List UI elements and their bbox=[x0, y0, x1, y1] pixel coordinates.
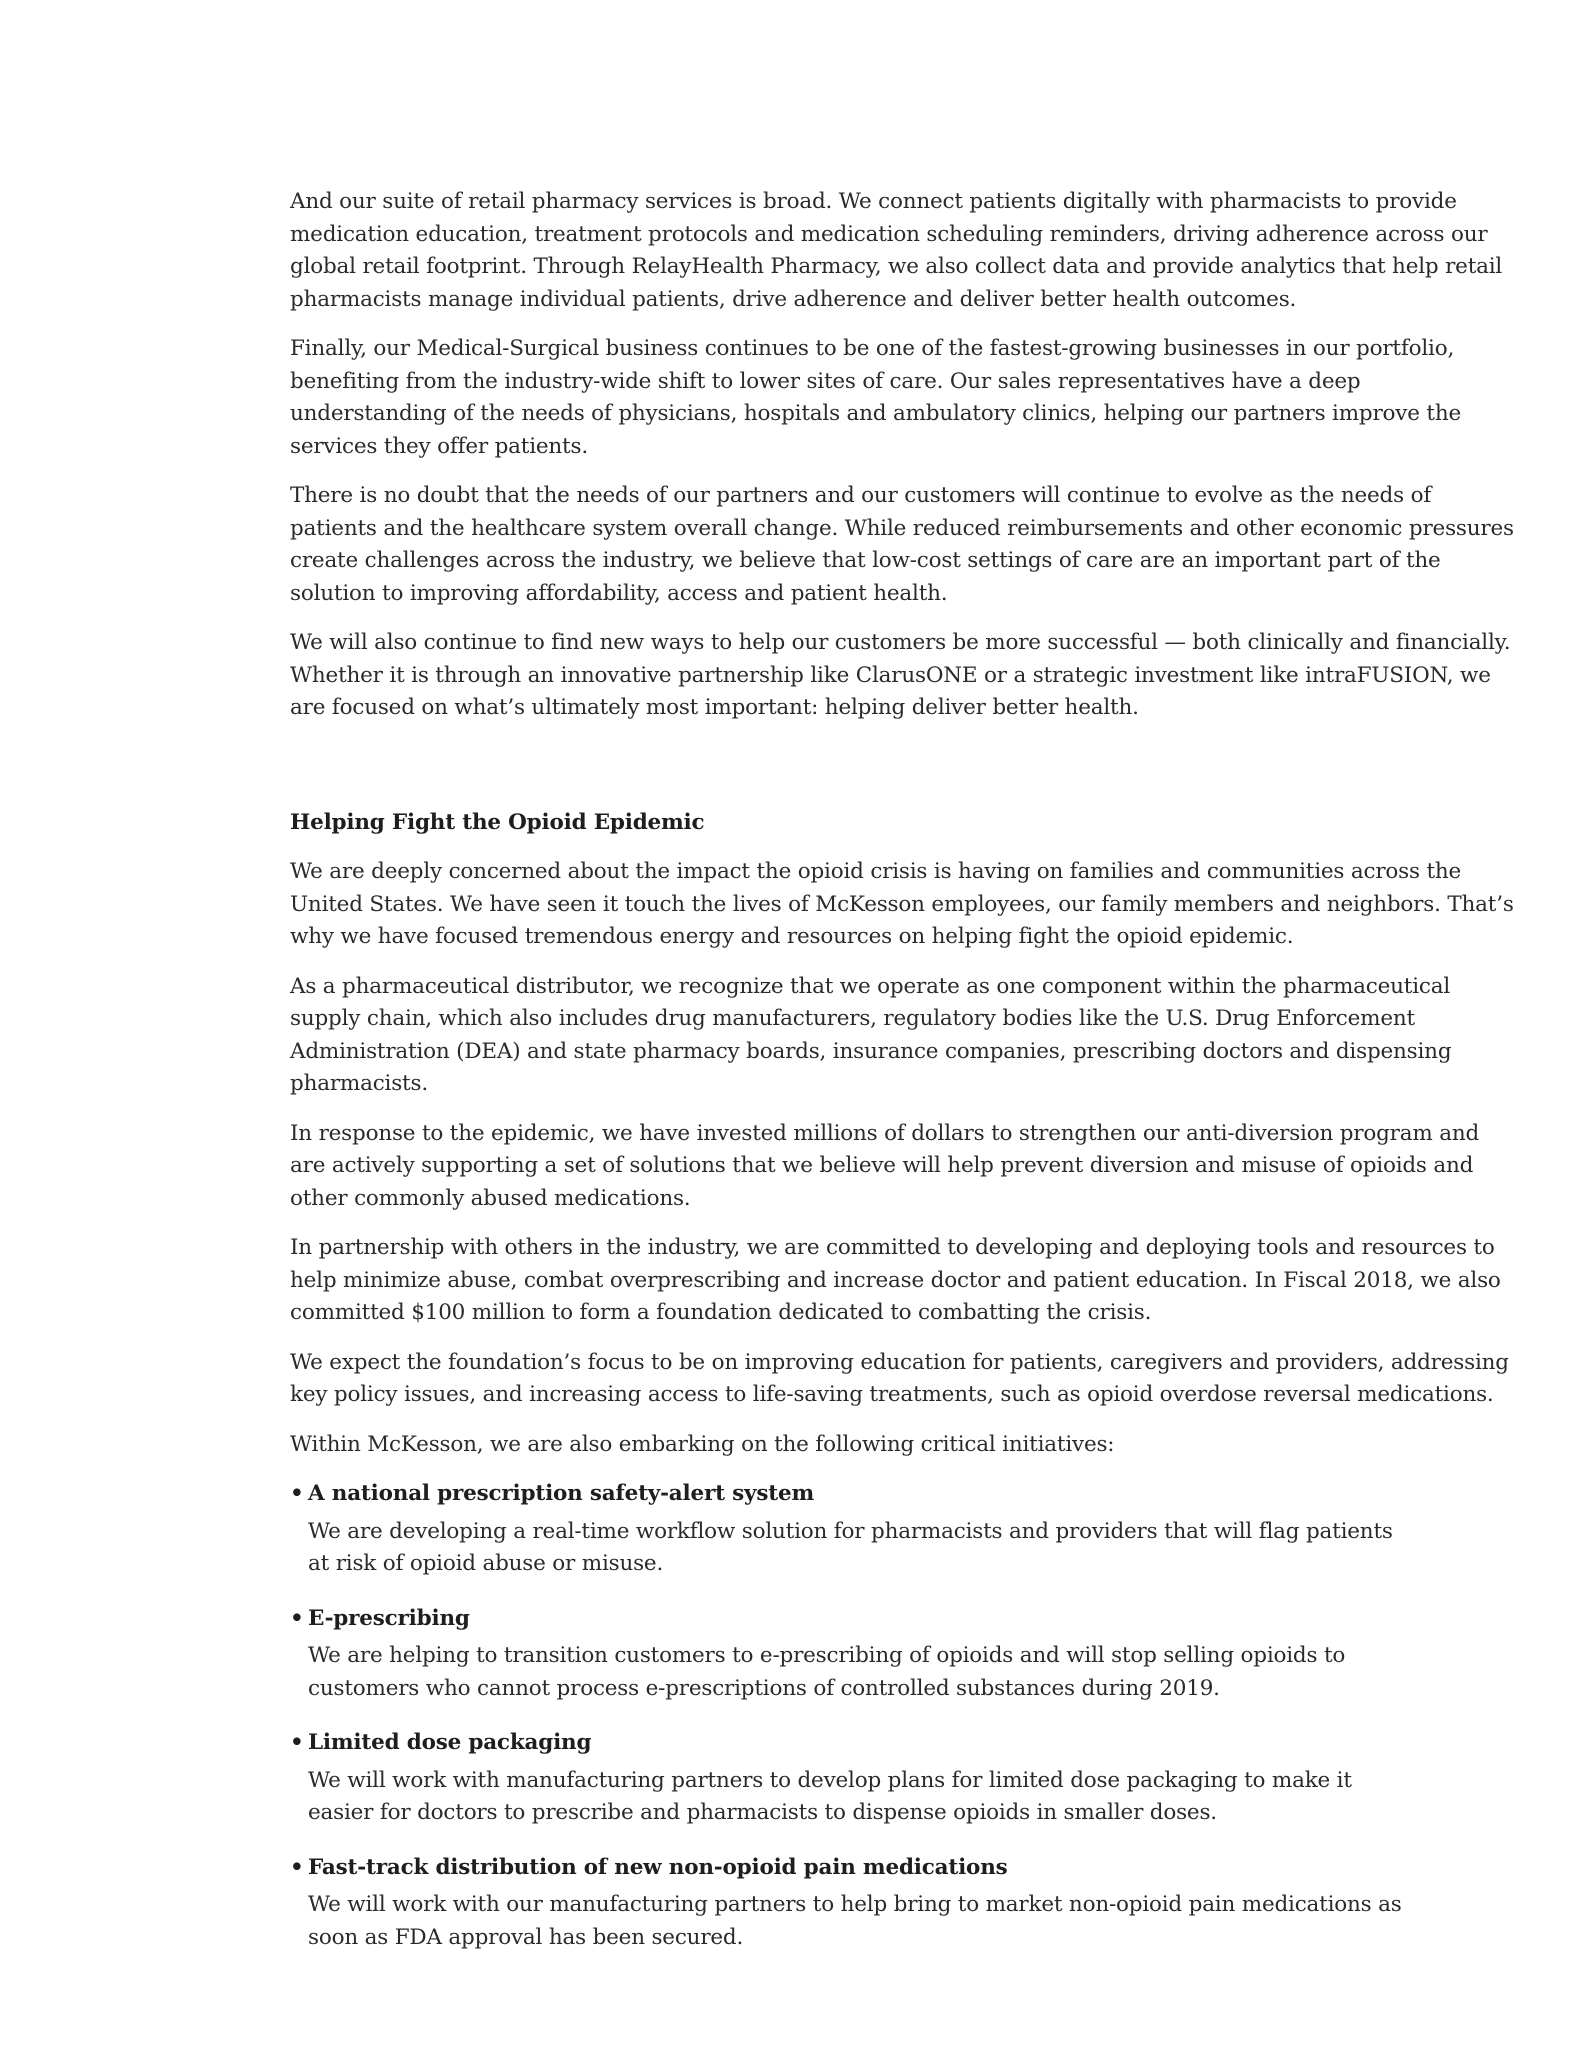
initiative-title bbox=[290, 1603, 1520, 1636]
opioid-paragraph-partnership: In partnership with others in the industry, we are committed to developing and deploying tools and resources to help minimize abuse, combat overprescribing and increase doctor and patient education. In Fiscal 2018, we also committed $100 million to form a foundation dedicated to combatting the crisis. bbox=[290, 1235, 1501, 1325]
initiative-description: We are helping to transition customers to e-prescribing of opioids and will stop selling opioids to customers who cannot process e-prescriptions of controlled substances during 2019. bbox=[308, 1643, 1346, 1701]
bullet-icon: • bbox=[290, 1730, 304, 1755]
opioid-paragraph-initiatives-intro: Within McKesson, we are also embarking on the following critical initiatives: bbox=[290, 1431, 1115, 1457]
intro-paragraph-customer-success: We will also continue to find new ways to help our customers be more successful — both clinically and financially. Whether it is through an innovative partnership like ClarusONE or a strategic investment like intraFUSION, we are focused on what’s ultimately most important: helping deliver better health. bbox=[290, 630, 1511, 720]
intro-paragraph-evolving-needs: There is no doubt that the needs of our partners and our customers will continue to evolve as the needs of patients and the healthcare system overall change. While reduced reimbursements and other economic pressures create challenges across the industry, we believe that low-cost settings of care are an important part of the solution to improving affordability, access and patient health. bbox=[290, 483, 1514, 606]
initiative-title-text: Fast-track distribution of new non-opioid pain medications bbox=[308, 1854, 1008, 1880]
opioid-paragraph-supply-chain: As a pharmaceutical distributor, we recognize that we operate as one component within the pharmaceutical supply chain, which also includes drug manufacturers, regulatory bodies like the U.S. Drug Enforcement Administration (DEA) and state pharmacy boards, insurance companies, prescribing doctors and dispensing pharmacists. bbox=[290, 973, 1452, 1096]
bullet-icon: • bbox=[290, 1481, 304, 1506]
initiative-title bbox=[290, 1727, 1520, 1760]
bullet-icon: • bbox=[290, 1854, 304, 1880]
initiative-description: We are developing a real-time workflow solution for pharmacists and providers that will flag patients at risk of opioid abuse or misuse. bbox=[308, 1518, 1393, 1576]
opioid-paragraph-anti-diversion: In response to the epidemic, we have invested millions of dollars to strengthen our anti-diversion program and are actively supporting a set of solutions that we believe will help prevent diversion and misuse of opioids and other commonly abused medications. bbox=[290, 1120, 1480, 1211]
initiative-title-text: Limited dose packaging bbox=[308, 1730, 592, 1755]
list-item bbox=[290, 1478, 1520, 1581]
section-spacer bbox=[290, 742, 1520, 807]
section-heading-opioid: Helping Fight the Opioid Epidemic bbox=[290, 809, 705, 835]
bullet-icon: • bbox=[290, 1605, 304, 1631]
initiative-title bbox=[290, 1852, 1520, 1885]
list-item bbox=[290, 1727, 1520, 1830]
list-item bbox=[290, 1852, 1520, 1955]
initiatives-list bbox=[290, 1478, 1520, 1954]
list-item bbox=[290, 1603, 1520, 1706]
intro-paragraph-medical-surgical: Finally, our Medical-Surgical business continues to be one of the fastest-growing businesses in our portfolio, benefiting from the industry-wide shift to lower sites of care. Our sales representatives have a deep understanding of the needs of physicians, hospitals and ambulatory clinics, helping our partners improve the services they offer patients. bbox=[290, 336, 1462, 459]
initiative-title-text: E-prescribing bbox=[308, 1605, 470, 1631]
intro-paragraph-retail-pharmacy: And our suite of retail pharmacy services is broad. We connect patients digitally with pharmacists to provide medication education, treatment protocols and medication scheduling reminders, driving adherence across our global retail footprint. Through RelayHealth Pharmacy, we also collect data and provide analytics that help retail pharmacists manage individual patients, drive adherence and deliver better health outcomes. bbox=[290, 189, 1503, 312]
initiative-description: We will work with manufacturing partners to develop plans for limited dose packaging to make it easier for doctors to prescribe and pharmacists to dispense opioids in smaller doses. bbox=[308, 1767, 1352, 1825]
initiative-description: We will work with our manufacturing partners to help bring to market non-opioid pain medications as soon as FDA approval has been secured. bbox=[308, 1892, 1402, 1950]
document-page bbox=[290, 186, 1520, 1976]
opioid-paragraph-concern: We are deeply concerned about the impact the opioid crisis is having on families and communities across the United States. We have seen it touch the lives of McKesson employees, our family members and neighbors. That’s why we have focused tremendous energy and resources on helping fight the opioid epidemic. bbox=[290, 859, 1514, 949]
initiative-title-text: A national prescription safety-alert system bbox=[308, 1481, 814, 1506]
opioid-paragraph-foundation: We expect the foundation’s focus to be on improving education for patients, caregivers and providers, addressing key policy issues, and increasing access to life-saving treatments, such as opioid overdose reversal medications. bbox=[290, 1349, 1509, 1407]
initiative-title bbox=[290, 1478, 1520, 1511]
